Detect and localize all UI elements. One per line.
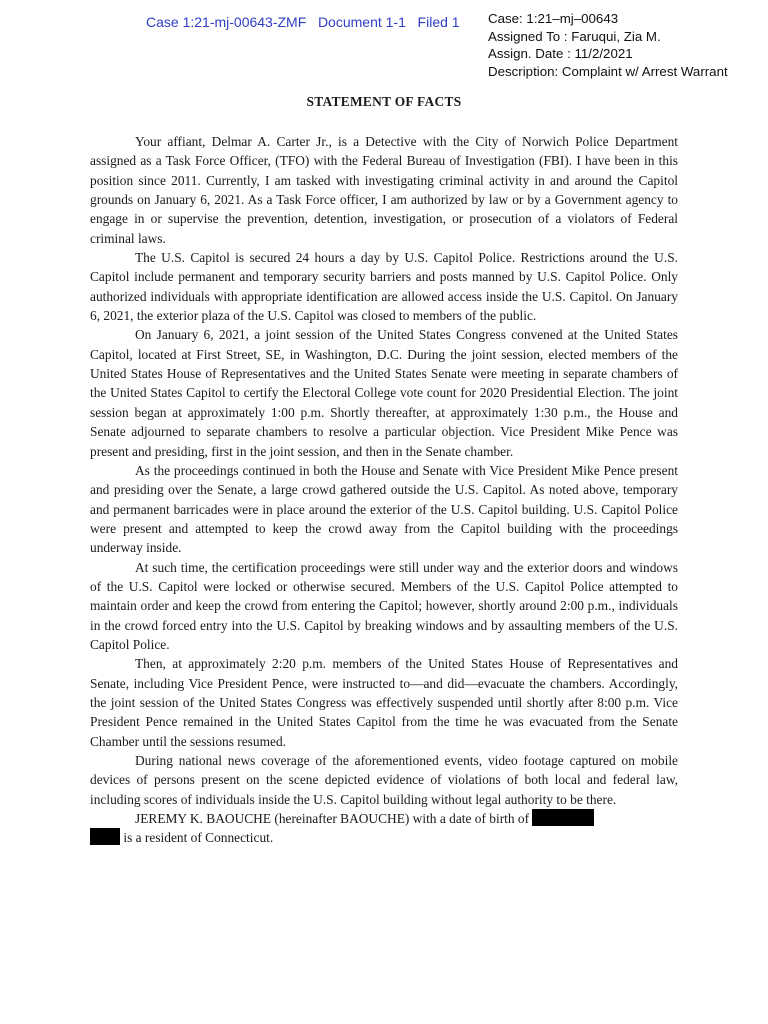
- paragraph: On January 6, 2021, a joint session of the United States Congress convened at the United States Capitol, located at First Street, SE, in Washington, D.C. During the joint session, elected members of the United States House of Representatives and the United States Senate were meeting in separate chambers of the United States Capitol to certify the Electoral College vote count for 2020 Presidential Election. The joint session began at approximately 1:00 p.m. Shortly thereafter, at approximately 1:30 p.m., the House and Senate adjourned to separate chambers to resolve a particular objection. Vice President Mike Pence was present and presiding, first in the joint session, and then in the Senate chamber.: [90, 327, 678, 459]
- redaction-box: [90, 828, 120, 845]
- stamp-assigned-to: Assigned To : Faruqui, Zia M.: [488, 28, 661, 44]
- paragraph: At such time, the certification proceedings were still under way and the exterior doors and windows of the U.S. Capitol were locked or otherwise secured. Members of the U.S. Capitol Police attempted to maintain order and keep the crowd from entering the Capitol; however, shortly around 2:00 p.m., individuals in the crowd forced entry into the U.S. Capitol by breaking windows and by assaulting members of the U.S. Capitol Police.: [90, 559, 678, 652]
- paragraph: Then, at approximately 2:20 p.m. members of the United States House of Representatives and Senate, including Vice President Pence, were instructed to—and did—evacuate the chambers. Accordingly, the joint session of the United States Congress was effectively suspended until shortly after 8:00 p.m. Vice President Pence remained in the United States Capitol from the time he was evacuated from the Senate Chamber until the sessions resumed.: [90, 656, 678, 749]
- final-paragraph-text: JEREMY K. BAOUCHE (hereinafter BAOUCHE) with a date of birth of: [135, 811, 530, 827]
- stamp-assign-date: Assign. Date : 11/2/2021: [488, 46, 633, 61]
- stamp-case-number: Case: 1:21–mj–00643: [488, 11, 619, 26]
- redaction-box: [532, 809, 594, 826]
- case-assignment-stamp: [486, 10, 768, 84]
- document-title: STATEMENT OF FACTS: [306, 94, 462, 109]
- case-header: Case 1:21-mj-00643-ZMF Document 1-1 Filed 1: [146, 14, 460, 30]
- paragraph: The U.S. Capitol is secured 24 hours a day by U.S. Capitol Police. Restrictions around the U.S. Capitol include permanent and temporary security barriers and posts manned by U.S. Capitol Police. Only authorized individuals with appropriate identification are allowed access inside the U.S. Capitol. On January 6, 2021, the exterior plaza of the U.S. Capitol was closed to members of the public.: [90, 250, 678, 324]
- document-body: [90, 132, 678, 848]
- paragraph: As the proceedings continued in both the House and Senate with Vice President Mike Pence present and presiding over the Senate, a large crowd gathered outside the U.S. Capitol. As noted above, temporary and permanent barricades were in place around the exterior of the U.S. Capitol building. U.S. Capitol Police were present and attempted to keep the crowd away from the Capitol building with the proceedings underway inside.: [90, 462, 678, 556]
- final-paragraph-tail: is a resident of Connecticut.: [120, 830, 274, 846]
- final-paragraph: [90, 809, 678, 828]
- paragraph: During national news coverage of the aforementioned events, video footage captured on mobile devices of persons present on the scene depicted evidence of violations of both local and federal law, including scores of individuals inside the U.S. Capitol building without legal authority to be there.: [90, 753, 678, 807]
- paragraph: Your affiant, Delmar A. Carter Jr., is a Detective with the City of Norwich Police Department assigned as a Task Force Officer, (TFO) with the Federal Bureau of Investigation (FBI). I have been in this position since 2011. Currently, I am tasked with investigating criminal activity in and around the Capitol grounds on January 6, 2021. As a Task Force officer, I am authorized by law or by a Government agency to engage in or supervise the prevention, detention, investigation, or prosecution of a violators of Federal criminal laws.: [90, 134, 678, 246]
- final-paragraph-continuation: [90, 828, 678, 847]
- stamp-description: Description: Complaint w/ Arrest Warrant: [488, 63, 728, 79]
